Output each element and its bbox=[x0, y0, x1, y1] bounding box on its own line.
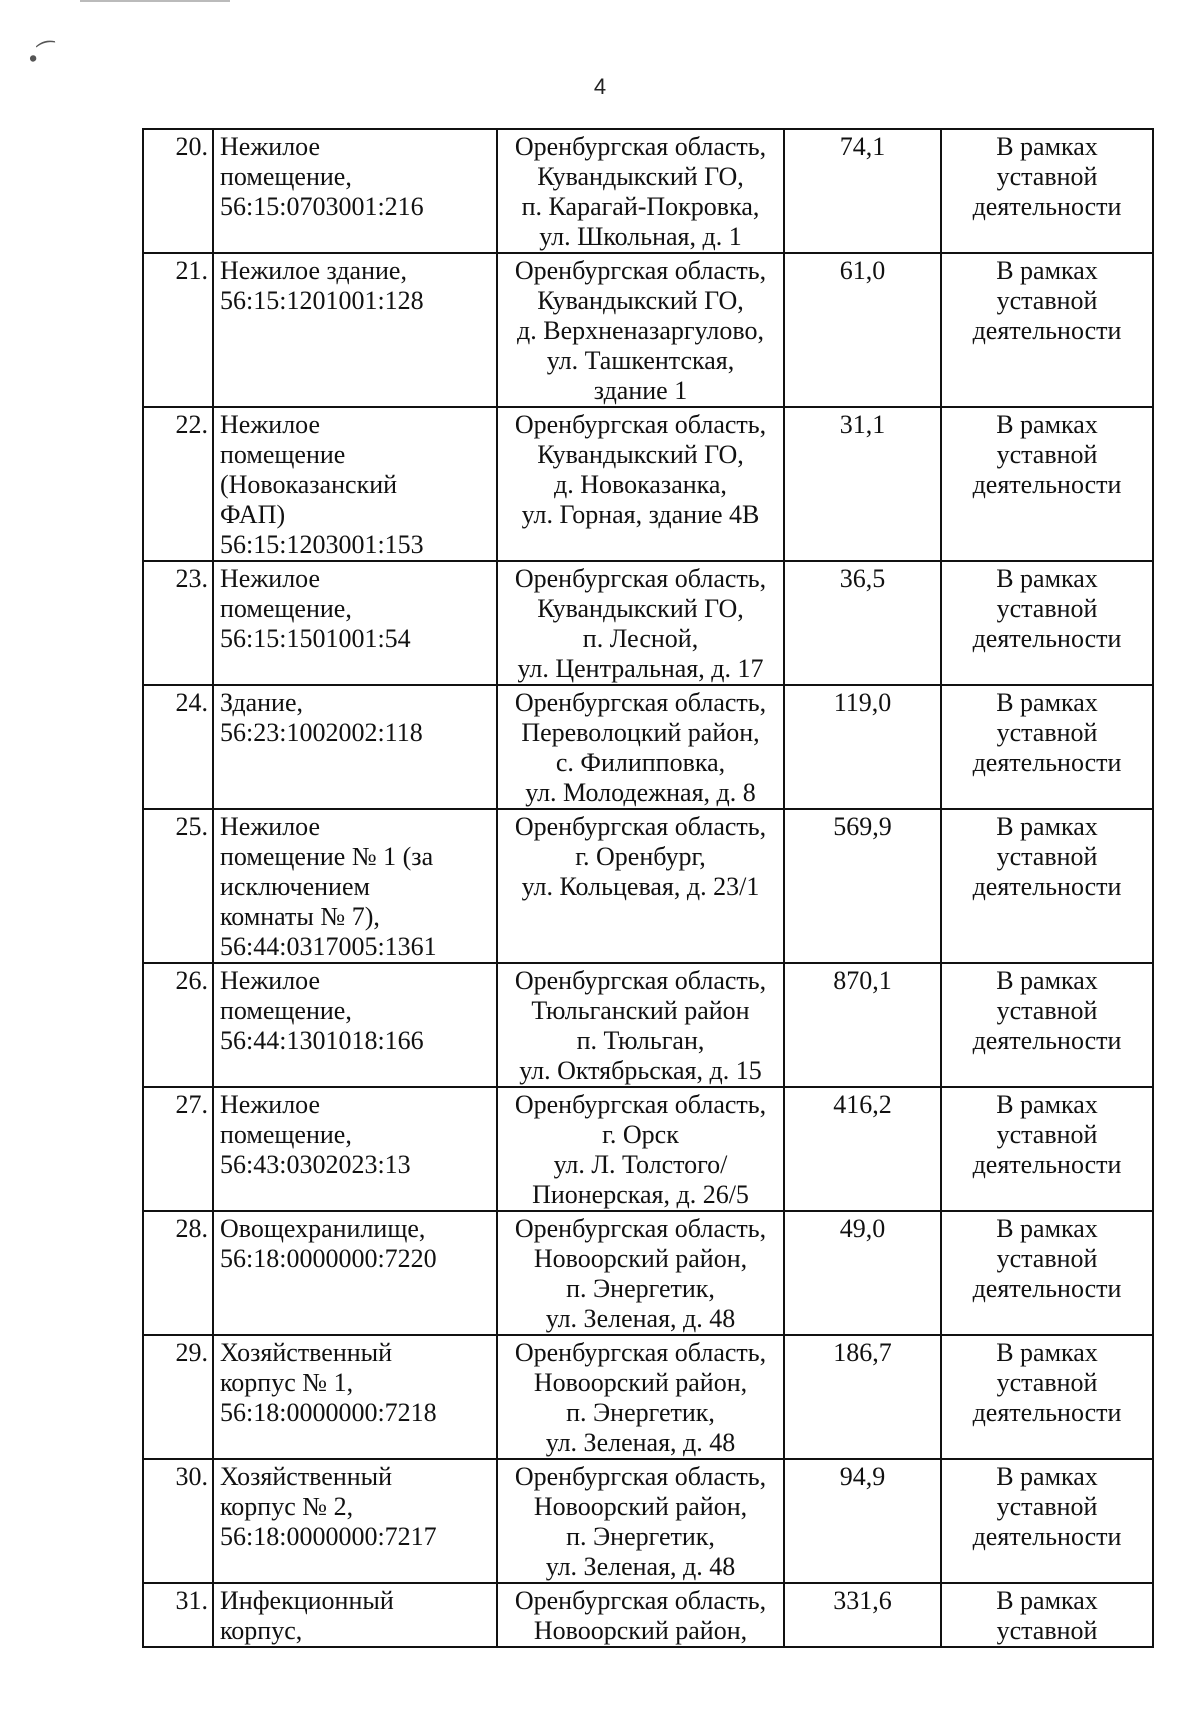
object-address-line: д. Верхненазаргулово, bbox=[517, 316, 764, 345]
object-name-line: 56:15:1501001:54 bbox=[220, 624, 411, 653]
object-address bbox=[497, 1087, 784, 1211]
object-area: 186,7 bbox=[784, 1335, 941, 1459]
object-address-line: д. Новоказанка, bbox=[554, 470, 727, 499]
object-purpose-line: уставной bbox=[996, 1492, 1098, 1521]
object-address-line: Переволоцкий район, bbox=[521, 718, 760, 747]
object-purpose-line: уставной bbox=[996, 1368, 1098, 1397]
object-address-line: ул. Зеленая, д. 48 bbox=[545, 1428, 736, 1457]
object-purpose-line: уставной bbox=[996, 286, 1098, 315]
object-purpose-line: деятельности bbox=[972, 1522, 1122, 1551]
object-purpose-line: уставной bbox=[996, 1616, 1098, 1645]
object-address-line: Кувандыкский ГО, bbox=[537, 286, 744, 315]
object-address bbox=[497, 963, 784, 1087]
object-address-line: ул. Зеленая, д. 48 bbox=[545, 1552, 736, 1581]
object-name bbox=[213, 1087, 497, 1211]
object-area: 49,0 bbox=[784, 1211, 941, 1335]
property-table bbox=[142, 128, 1154, 1648]
object-purpose-line: В рамках bbox=[996, 688, 1098, 717]
object-purpose-line: уставной bbox=[996, 1120, 1098, 1149]
object-address-line: Новоорский район, bbox=[533, 1492, 748, 1521]
object-purpose-line: уставной bbox=[996, 996, 1098, 1025]
object-name-line: помещение, bbox=[220, 162, 352, 191]
object-purpose-line: В рамках bbox=[996, 966, 1098, 995]
object-name-line: 56:18:0000000:7217 bbox=[220, 1522, 437, 1551]
object-name-line: исключением bbox=[220, 872, 370, 901]
table-row bbox=[143, 809, 1153, 963]
object-purpose bbox=[941, 561, 1153, 685]
object-purpose bbox=[941, 129, 1153, 253]
object-address-line: ул. Центральная, д. 17 bbox=[517, 654, 764, 683]
object-address-line: ул. Зеленая, д. 48 bbox=[545, 1304, 736, 1333]
object-name-line: Нежилое здание, bbox=[220, 256, 407, 285]
object-address bbox=[497, 1583, 784, 1647]
row-number: 26. bbox=[143, 963, 213, 1087]
object-address bbox=[497, 407, 784, 561]
object-purpose bbox=[941, 809, 1153, 963]
object-name-line: корпус № 2, bbox=[220, 1492, 354, 1521]
object-area: 31,1 bbox=[784, 407, 941, 561]
object-name bbox=[213, 685, 497, 809]
object-address-line: Оренбургская область, bbox=[514, 1090, 767, 1119]
object-purpose-line: В рамках bbox=[996, 1586, 1098, 1615]
row-number: 21. bbox=[143, 253, 213, 407]
object-purpose bbox=[941, 253, 1153, 407]
object-address-line: п. Энергетик, bbox=[566, 1398, 715, 1427]
object-purpose-line: В рамках bbox=[996, 1214, 1098, 1243]
object-name-line: Нежилое bbox=[220, 410, 321, 439]
object-address-line: ул. Ташкентская, bbox=[546, 346, 735, 375]
object-address bbox=[497, 129, 784, 253]
object-name-line: 56:23:1002002:118 bbox=[220, 718, 423, 747]
object-purpose-line: В рамках bbox=[996, 256, 1098, 285]
object-purpose bbox=[941, 1459, 1153, 1583]
object-name-line: 56:15:1201001:128 bbox=[220, 286, 424, 315]
row-number: 29. bbox=[143, 1335, 213, 1459]
table-row bbox=[143, 1335, 1153, 1459]
object-address-line: п. Лесной, bbox=[582, 624, 699, 653]
object-address-line: Оренбургская область, bbox=[514, 132, 767, 161]
object-name-line: комнаты № 7), bbox=[220, 902, 380, 931]
object-purpose-line: В рамках bbox=[996, 564, 1098, 593]
object-purpose-line: деятельности bbox=[972, 192, 1122, 221]
object-purpose bbox=[941, 685, 1153, 809]
object-name bbox=[213, 1459, 497, 1583]
object-area: 36,5 bbox=[784, 561, 941, 685]
object-name-line: 56:44:1301018:166 bbox=[220, 1026, 424, 1055]
object-purpose-line: деятельности bbox=[972, 872, 1122, 901]
object-name bbox=[213, 561, 497, 685]
object-area: 870,1 bbox=[784, 963, 941, 1087]
object-purpose-line: деятельности bbox=[972, 624, 1122, 653]
object-address-line: п. Карагай-Покровка, bbox=[521, 192, 760, 221]
row-number: 23. bbox=[143, 561, 213, 685]
object-purpose-line: деятельности bbox=[972, 1398, 1122, 1427]
object-name-line: корпус, bbox=[220, 1616, 303, 1645]
row-number: 30. bbox=[143, 1459, 213, 1583]
object-address-line: ул. Школьная, д. 1 bbox=[539, 222, 742, 251]
object-name bbox=[213, 809, 497, 963]
object-address bbox=[497, 1335, 784, 1459]
object-name-line: 56:43:0302023:13 bbox=[220, 1150, 411, 1179]
table-row bbox=[143, 407, 1153, 561]
row-number: 24. bbox=[143, 685, 213, 809]
object-address-line: Оренбургская область, bbox=[514, 1586, 767, 1615]
object-address-line: Новоорский район, bbox=[533, 1244, 748, 1273]
object-purpose-line: уставной bbox=[996, 718, 1098, 747]
object-address-line: Оренбургская область, bbox=[514, 256, 767, 285]
object-name bbox=[213, 253, 497, 407]
object-purpose bbox=[941, 1087, 1153, 1211]
object-address-line: Оренбургская область, bbox=[514, 1338, 767, 1367]
table-row bbox=[143, 1459, 1153, 1583]
row-number: 22. bbox=[143, 407, 213, 561]
object-area: 416,2 bbox=[784, 1087, 941, 1211]
object-name-line: корпус № 1, bbox=[220, 1368, 354, 1397]
object-address-line: Кувандыкский ГО, bbox=[537, 162, 744, 191]
object-address bbox=[497, 1211, 784, 1335]
object-address-line: Новоорский район, bbox=[533, 1616, 748, 1645]
object-name-line: 56:18:0000000:7220 bbox=[220, 1244, 437, 1273]
object-address bbox=[497, 561, 784, 685]
object-address-line: Новоорский район, bbox=[533, 1368, 748, 1397]
object-name-line: 56:15:0703001:216 bbox=[220, 192, 424, 221]
object-purpose-line: деятельности bbox=[972, 316, 1122, 345]
object-address-line: ул. Кольцевая, д. 23/1 bbox=[521, 872, 760, 901]
object-name bbox=[213, 963, 497, 1087]
row-number: 28. bbox=[143, 1211, 213, 1335]
object-area: 119,0 bbox=[784, 685, 941, 809]
object-name-line: Нежилое bbox=[220, 564, 321, 593]
row-number: 27. bbox=[143, 1087, 213, 1211]
table-row bbox=[143, 685, 1153, 809]
table-row bbox=[143, 963, 1153, 1087]
object-address bbox=[497, 809, 784, 963]
table-row bbox=[143, 1211, 1153, 1335]
object-address-line: Кувандыкский ГО, bbox=[537, 594, 744, 623]
object-address bbox=[497, 253, 784, 407]
object-address-line: Оренбургская область, bbox=[514, 688, 767, 717]
object-address-line: Оренбургская область, bbox=[514, 564, 767, 593]
object-purpose-line: деятельности bbox=[972, 748, 1122, 777]
object-address-line: г. Орск bbox=[602, 1120, 679, 1149]
object-purpose-line: деятельности bbox=[972, 470, 1122, 499]
object-address-line: Оренбургская область, bbox=[514, 1462, 767, 1491]
object-address-line: Тюльганский район bbox=[531, 996, 750, 1025]
object-area: 61,0 bbox=[784, 253, 941, 407]
object-name-line: Хозяйственный bbox=[220, 1462, 393, 1491]
object-name-line: помещение, bbox=[220, 1120, 352, 1149]
object-purpose bbox=[941, 1583, 1153, 1647]
object-area: 569,9 bbox=[784, 809, 941, 963]
object-name-line: ФАП) bbox=[220, 500, 286, 529]
object-name-line: Хозяйственный bbox=[220, 1338, 393, 1367]
object-name bbox=[213, 129, 497, 253]
object-name bbox=[213, 407, 497, 561]
row-number: 25. bbox=[143, 809, 213, 963]
object-name-line: Овощехранилище, bbox=[220, 1214, 426, 1243]
object-address-line: Оренбургская область, bbox=[514, 812, 767, 841]
object-address-line: п. Энергетик, bbox=[566, 1274, 715, 1303]
object-address-line: Оренбургская область, bbox=[514, 966, 767, 995]
object-address-line: Пионерская, д. 26/5 bbox=[532, 1180, 749, 1209]
object-name bbox=[213, 1583, 497, 1647]
row-number: 31. bbox=[143, 1583, 213, 1647]
object-address-line: с. Филипповка, bbox=[555, 748, 726, 777]
object-address-line: ул. Горная, здание 4В bbox=[521, 500, 760, 529]
object-purpose-line: уставной bbox=[996, 842, 1098, 871]
object-purpose bbox=[941, 407, 1153, 561]
object-purpose bbox=[941, 963, 1153, 1087]
object-address-line: ул. Октябрьская, д. 15 bbox=[519, 1056, 762, 1085]
object-name-line: Инфекционный bbox=[220, 1586, 394, 1615]
object-address-line: ул. Молодежная, д. 8 bbox=[525, 778, 756, 807]
object-address-line: Оренбургская область, bbox=[514, 1214, 767, 1243]
table-row bbox=[143, 561, 1153, 685]
object-purpose-line: деятельности bbox=[972, 1026, 1122, 1055]
object-area: 331,6 bbox=[784, 1583, 941, 1647]
object-purpose bbox=[941, 1211, 1153, 1335]
object-address bbox=[497, 685, 784, 809]
object-address-line: г. Оренбург, bbox=[575, 842, 706, 871]
scan-artifact-mark: ∙⁀ bbox=[23, 40, 61, 73]
object-purpose-line: уставной bbox=[996, 1244, 1098, 1273]
object-address-line: Оренбургская область, bbox=[514, 410, 767, 439]
table-row bbox=[143, 1583, 1153, 1647]
object-name bbox=[213, 1335, 497, 1459]
object-name bbox=[213, 1211, 497, 1335]
object-name-line: (Новоказанский bbox=[220, 470, 398, 499]
object-name-line: Нежилое bbox=[220, 966, 321, 995]
property-table-body bbox=[143, 129, 1153, 1647]
table-row bbox=[143, 253, 1153, 407]
object-purpose-line: В рамках bbox=[996, 1338, 1098, 1367]
page-number: 4 bbox=[593, 74, 607, 99]
object-purpose-line: В рамках bbox=[996, 1090, 1098, 1119]
object-address bbox=[497, 1459, 784, 1583]
table-row bbox=[143, 129, 1153, 253]
object-purpose-line: уставной bbox=[996, 594, 1098, 623]
object-purpose-line: В рамках bbox=[996, 132, 1098, 161]
object-address-line: здание 1 bbox=[593, 376, 688, 405]
object-address-line: ул. Л. Толстого/ bbox=[553, 1150, 728, 1179]
object-name-line: 56:15:1203001:153 bbox=[220, 530, 424, 559]
object-name-line: помещение, bbox=[220, 594, 352, 623]
object-name-line: Нежилое bbox=[220, 1090, 321, 1119]
object-name-line: помещение bbox=[220, 440, 346, 469]
object-purpose-line: деятельности bbox=[972, 1150, 1122, 1179]
object-name-line: помещение, bbox=[220, 996, 352, 1025]
object-name-line: Нежилое bbox=[220, 812, 321, 841]
object-purpose-line: В рамках bbox=[996, 410, 1098, 439]
object-address-line: Кувандыкский ГО, bbox=[537, 440, 744, 469]
object-purpose-line: уставной bbox=[996, 440, 1098, 469]
object-name-line: Нежилое bbox=[220, 132, 321, 161]
table-row bbox=[143, 1087, 1153, 1211]
object-purpose-line: В рамках bbox=[996, 1462, 1098, 1491]
object-name-line: Здание, bbox=[220, 688, 304, 717]
object-name-line: помещение № 1 (за bbox=[220, 842, 434, 871]
object-area: 94,9 bbox=[784, 1459, 941, 1583]
object-name-line: 56:18:0000000:7218 bbox=[220, 1398, 437, 1427]
object-purpose bbox=[941, 1335, 1153, 1459]
scan-artifact-line bbox=[80, 0, 230, 2]
object-area: 74,1 bbox=[784, 129, 941, 253]
object-address-line: п. Тюльган, bbox=[576, 1026, 705, 1055]
row-number: 20. bbox=[143, 129, 213, 253]
object-purpose-line: уставной bbox=[996, 162, 1098, 191]
object-purpose-line: В рамках bbox=[996, 812, 1098, 841]
object-name-line: 56:44:0317005:1361 bbox=[220, 932, 437, 961]
object-address-line: п. Энергетик, bbox=[566, 1522, 715, 1551]
object-purpose-line: деятельности bbox=[972, 1274, 1122, 1303]
